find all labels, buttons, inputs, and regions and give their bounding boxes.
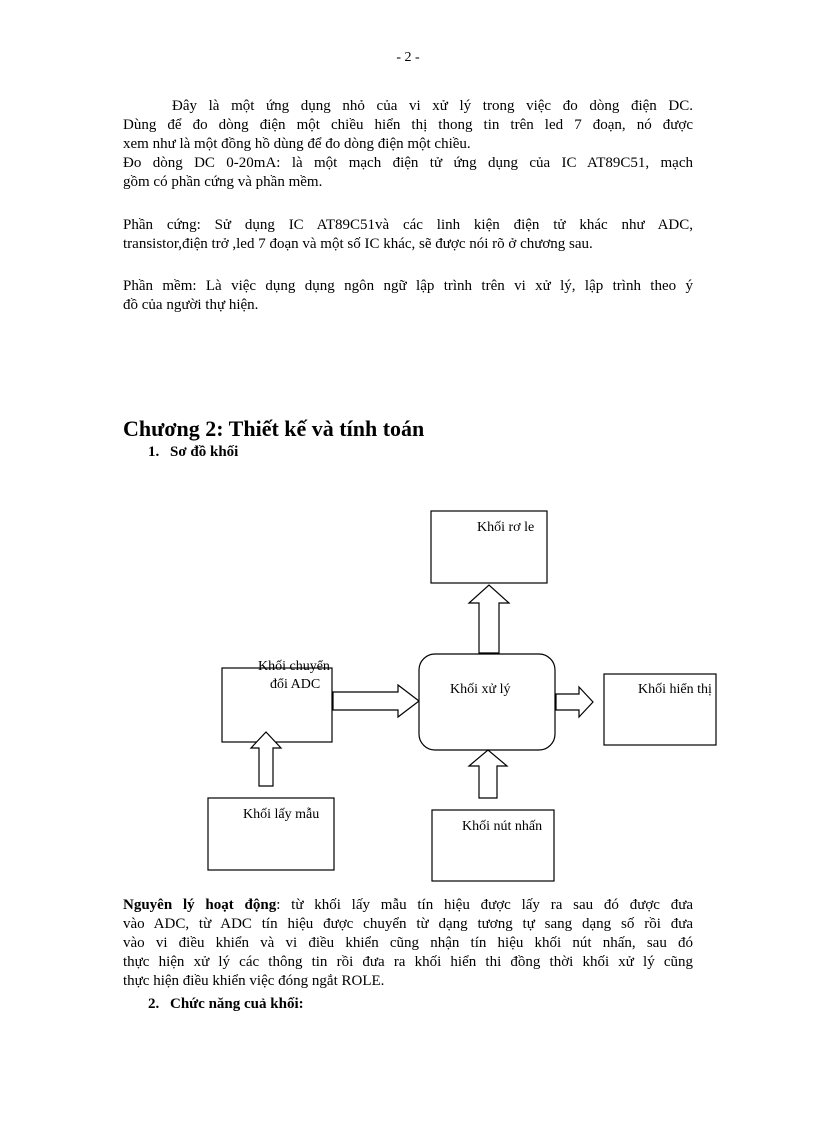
principle-line-3: vào vi điều khiển và vi điều khiển cũng nhận tín hiệu khối nút nhấn, sau đó xyxy=(123,935,693,951)
principle-label: Nguyên lý hoạt động xyxy=(123,897,277,913)
principle-paragraph xyxy=(123,896,693,991)
intro-line-5: gồm có phần cứng và phần mềm. xyxy=(123,174,323,190)
sampling-block-label: Khối lấy mẫu xyxy=(243,807,320,822)
intro-line-1: Đây là một ứng dụng nhỏ của vi xử lý trong việc đo dòng điện DC. xyxy=(172,98,693,114)
principle-line-2: vào ADC, từ ADC tín hiệu được chuyển từ dạng tương tự sang dạng số rồi đưa xyxy=(123,916,693,932)
processor-block-label: Khối xử lý xyxy=(450,682,511,697)
arrow-adc-to-processor xyxy=(333,685,419,717)
arrow-button-to-processor xyxy=(469,750,507,798)
section-2-number: 2. xyxy=(148,996,160,1012)
intro-line-4: Đo dòng DC 0-20mA: là một mạch điện tử ứng dụng của IC AT89C51, mạch xyxy=(123,155,693,171)
section-2-title: Chức năng cuả khối: xyxy=(170,996,304,1012)
principle-line-1 xyxy=(123,896,693,915)
software-line-1: Phần mềm: Là việc dụng dụng ngôn ngữ lập trình trên vi xử lý, lập trình theo ý xyxy=(123,278,693,294)
principle-line-5: thực hiện điều khiển việc đóng ngắt ROLE. xyxy=(123,973,385,989)
principle-line-1-text: : từ khối lấy mẫu tín hiệu được lấy ra sau đó được đưa xyxy=(276,897,693,913)
arrow-to-relay xyxy=(469,585,509,653)
display-block-label: Khối hiển thị xyxy=(638,682,712,697)
processor-block xyxy=(419,654,555,750)
adc-block-label-line-1: Khối chuyển xyxy=(258,659,330,674)
button-block-label: Khối nút nhấn xyxy=(462,819,543,834)
hardware-line-2: transistor,điện trở ,led 7 đoạn và một số IC khác, sẽ được nói rõ ở chương sau. xyxy=(123,236,593,252)
chapter-title: Chương 2: Thiết kế và tính toán xyxy=(123,416,425,441)
software-line-2: đồ của người thự hiện. xyxy=(123,297,259,313)
section-heading-block-functions xyxy=(148,996,304,1013)
principle-line-4: thực hiện xử lý các thông tin rồi đưa ra khối hiển thi đồng thời khối xử lý cũng xyxy=(123,954,693,970)
hardware-line-1: Phần cứng: Sử dụng IC AT89C51và các linh kiện điện tử khác như ADC, xyxy=(123,217,693,233)
relay-block-label: Khối rơ le xyxy=(477,520,535,535)
arrow-to-display xyxy=(556,687,593,717)
intro-line-2: Dùng để đo dòng điện một chiều hiển thị thong tin trên led 7 đoạn, nó được xyxy=(123,117,693,133)
section-1-number: 1. xyxy=(148,444,160,460)
intro-line-3: xem như là một đồng hồ dùng để đo dòng điện một chiều. xyxy=(123,136,471,152)
page-number: - 2 - xyxy=(396,50,420,65)
section-1-title: Sơ đồ khối xyxy=(170,444,239,460)
adc-block-label-line-2: đổi ADC xyxy=(270,677,321,692)
